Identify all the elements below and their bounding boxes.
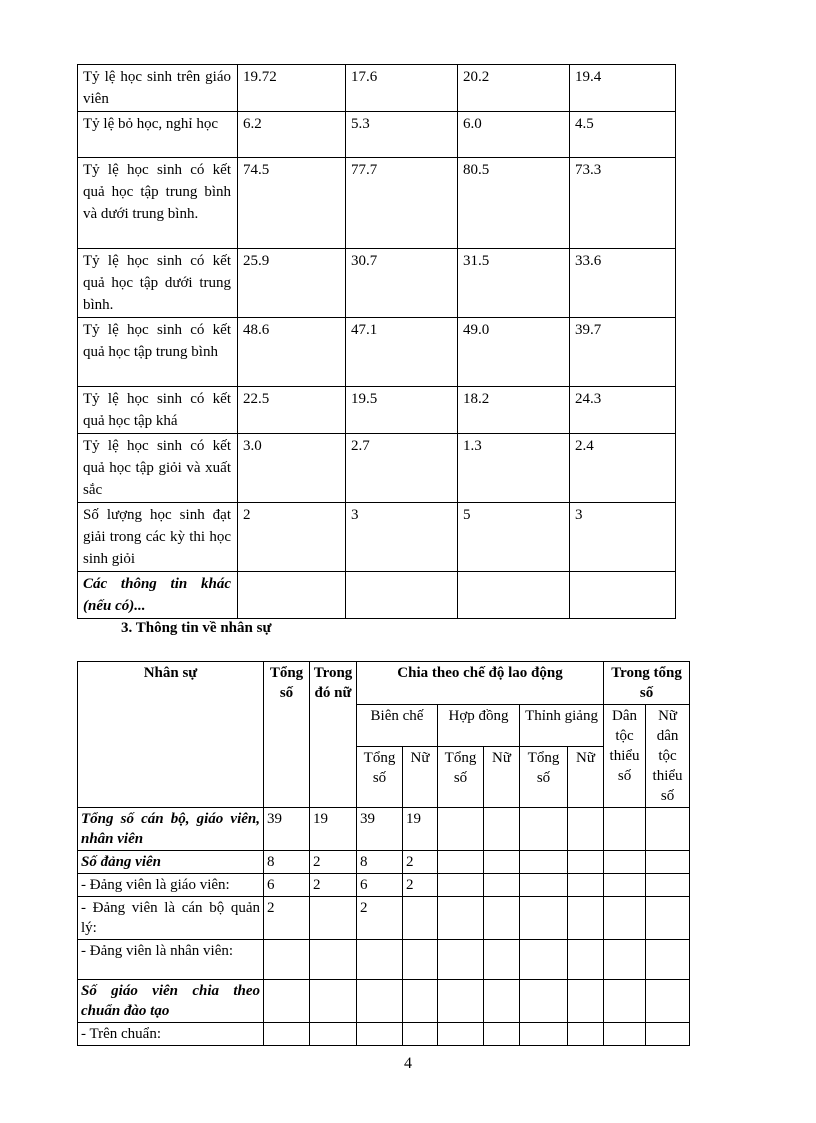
row-label: Tỷ lệ bỏ học, nghỉ học (78, 112, 238, 158)
value-cell: 74.5 (238, 158, 346, 249)
student-statistics-table (77, 64, 676, 619)
value-cell (604, 1023, 646, 1046)
value-cell (646, 1023, 690, 1046)
row-label: - Trên chuẩn: (78, 1023, 264, 1046)
header-bien-che-nu: Nữ (403, 747, 438, 808)
section-heading-personnel: 3. Thông tin về nhân sự (121, 620, 272, 636)
row-label: - Đảng viên là cán bộ quản lý: (78, 897, 264, 940)
table-row (78, 387, 676, 434)
value-cell: 80.5 (458, 158, 570, 249)
value-cell (646, 808, 690, 851)
value-cell (403, 940, 438, 980)
value-cell: 17.6 (346, 65, 458, 112)
value-cell (646, 874, 690, 897)
value-cell (568, 874, 604, 897)
header-trong-tong-so: Trong tổng số (604, 662, 690, 705)
value-cell (438, 940, 484, 980)
value-cell (264, 940, 310, 980)
value-cell: 2 (310, 874, 357, 897)
value-cell: 33.6 (570, 249, 676, 318)
header-hop-dong-nu: Nữ (484, 747, 520, 808)
value-cell (568, 808, 604, 851)
value-cell (520, 940, 568, 980)
value-cell (403, 980, 438, 1023)
header-thinh-giang: Thỉnh giảng (520, 705, 604, 747)
value-cell (438, 897, 484, 940)
value-cell (403, 1023, 438, 1046)
value-cell: 19 (403, 808, 438, 851)
value-cell (484, 874, 520, 897)
value-cell (357, 980, 403, 1023)
value-cell: 2 (238, 503, 346, 572)
header-hop-dong-tong-so: Tổng số (438, 747, 484, 808)
value-cell (568, 851, 604, 874)
value-cell (568, 1023, 604, 1046)
value-cell (646, 897, 690, 940)
header-nhan-su: Nhân sự (78, 662, 264, 808)
value-cell (520, 808, 568, 851)
value-cell: 4.5 (570, 112, 676, 158)
row-label: Tỷ lệ học sinh có kết quả học tập khá (78, 387, 238, 434)
value-cell: 5 (458, 503, 570, 572)
value-cell: 49.0 (458, 318, 570, 387)
value-cell (646, 980, 690, 1023)
table-row (78, 112, 676, 158)
table-row (78, 434, 676, 503)
value-cell: 20.2 (458, 65, 570, 112)
value-cell (357, 1023, 403, 1046)
row-label: Số đảng viên (78, 851, 264, 874)
value-cell: 73.3 (570, 158, 676, 249)
value-cell: 19.5 (346, 387, 458, 434)
value-cell (484, 808, 520, 851)
header-thinh-giang-tong-so: Tổng số (520, 747, 568, 808)
table-row (78, 318, 676, 387)
value-cell: 22.5 (238, 387, 346, 434)
value-cell (264, 1023, 310, 1046)
value-cell: 3 (346, 503, 458, 572)
table-row (78, 1023, 690, 1046)
header-row-1 (78, 662, 690, 705)
table-row (78, 158, 676, 249)
value-cell: 2 (403, 874, 438, 897)
value-cell (484, 980, 520, 1023)
header-hop-dong: Hợp đồng (438, 705, 520, 747)
header-tong-so: Tổng số (264, 662, 310, 808)
value-cell: 2 (264, 897, 310, 940)
value-cell: 2.7 (346, 434, 458, 503)
personnel-table (77, 661, 690, 1046)
header-trong-do-nu: Trong đó nữ (310, 662, 357, 808)
value-cell: 3 (570, 503, 676, 572)
value-cell (484, 897, 520, 940)
table-row (78, 65, 676, 112)
value-cell (520, 897, 568, 940)
value-cell: 8 (357, 851, 403, 874)
value-cell (568, 897, 604, 940)
value-cell (568, 940, 604, 980)
value-cell (520, 874, 568, 897)
header-bien-che: Biên chế (357, 705, 438, 747)
row-label: Tỷ lệ học sinh trên giáo viên (78, 65, 238, 112)
value-cell: 77.7 (346, 158, 458, 249)
row-label: Số lượng học sinh đạt giải trong các kỳ thi học sinh giỏi (78, 503, 238, 572)
value-cell (520, 851, 568, 874)
row-label: - Đảng viên là nhân viên: (78, 940, 264, 980)
value-cell: 48.6 (238, 318, 346, 387)
value-cell: 19.72 (238, 65, 346, 112)
value-cell (604, 897, 646, 940)
row-label: Tỷ lệ học sinh có kết quả học tập dưới trung bình. (78, 249, 238, 318)
table-row (78, 851, 690, 874)
header-chia-theo: Chia theo chế độ lao động (357, 662, 604, 705)
value-cell: 39 (357, 808, 403, 851)
page-number: 4 (404, 1055, 412, 1072)
value-cell (310, 980, 357, 1023)
value-cell: 2 (357, 897, 403, 940)
value-cell (604, 808, 646, 851)
value-cell (346, 572, 458, 619)
header-dan-toc: Dân tộc thiểu số (604, 705, 646, 808)
table-row (78, 897, 690, 940)
table-row (78, 940, 690, 980)
value-cell (484, 851, 520, 874)
row-label: Tổng số cán bộ, giáo viên, nhân viên (78, 808, 264, 851)
value-cell (520, 1023, 568, 1046)
value-cell (604, 980, 646, 1023)
value-cell: 6.2 (238, 112, 346, 158)
value-cell (646, 940, 690, 980)
value-cell: 24.3 (570, 387, 676, 434)
value-cell (438, 1023, 484, 1046)
value-cell: 30.7 (346, 249, 458, 318)
value-cell (438, 874, 484, 897)
value-cell: 25.9 (238, 249, 346, 318)
value-cell (310, 897, 357, 940)
value-cell: 39.7 (570, 318, 676, 387)
value-cell (484, 940, 520, 980)
value-cell (438, 808, 484, 851)
value-cell: 2 (310, 851, 357, 874)
table-row (78, 808, 690, 851)
header-nu-dan-toc: Nữ dân tộc thiểu số (646, 705, 690, 808)
value-cell (570, 572, 676, 619)
row-label: Các thông tin khác (nếu có)... (78, 572, 238, 619)
value-cell (438, 851, 484, 874)
row-label: - Đảng viên là giáo viên: (78, 874, 264, 897)
value-cell (264, 980, 310, 1023)
row-label: Tỷ lệ học sinh có kết quả học tập trung bình và dưới trung bình. (78, 158, 238, 249)
value-cell: 2 (403, 851, 438, 874)
value-cell: 3.0 (238, 434, 346, 503)
row-label: Số giáo viên chia theo chuẩn đào tạo (78, 980, 264, 1023)
value-cell (310, 940, 357, 980)
value-cell (403, 897, 438, 940)
header-bien-che-tong-so: Tổng số (357, 747, 403, 808)
header-thinh-giang-nu: Nữ (568, 747, 604, 808)
value-cell (568, 980, 604, 1023)
value-cell: 5.3 (346, 112, 458, 158)
value-cell: 18.2 (458, 387, 570, 434)
value-cell: 6.0 (458, 112, 570, 158)
value-cell (520, 980, 568, 1023)
table-row (78, 572, 676, 619)
table-row (78, 980, 690, 1023)
value-cell: 1.3 (458, 434, 570, 503)
value-cell: 39 (264, 808, 310, 851)
value-cell (604, 851, 646, 874)
row-label: Tỷ lệ học sinh có kết quả học tập giỏi và xuất sắc (78, 434, 238, 503)
table-row (78, 249, 676, 318)
value-cell: 19.4 (570, 65, 676, 112)
value-cell: 47.1 (346, 318, 458, 387)
value-cell (458, 572, 570, 619)
table-row (78, 503, 676, 572)
row-label: Tỷ lệ học sinh có kết quả học tập trung bình (78, 318, 238, 387)
value-cell (604, 874, 646, 897)
value-cell (646, 851, 690, 874)
value-cell: 31.5 (458, 249, 570, 318)
value-cell (238, 572, 346, 619)
value-cell (357, 940, 403, 980)
value-cell (604, 940, 646, 980)
value-cell: 8 (264, 851, 310, 874)
value-cell: 6 (264, 874, 310, 897)
table-row (78, 874, 690, 897)
value-cell: 19 (310, 808, 357, 851)
value-cell (310, 1023, 357, 1046)
value-cell: 2.4 (570, 434, 676, 503)
value-cell: 6 (357, 874, 403, 897)
value-cell (438, 980, 484, 1023)
value-cell (484, 1023, 520, 1046)
